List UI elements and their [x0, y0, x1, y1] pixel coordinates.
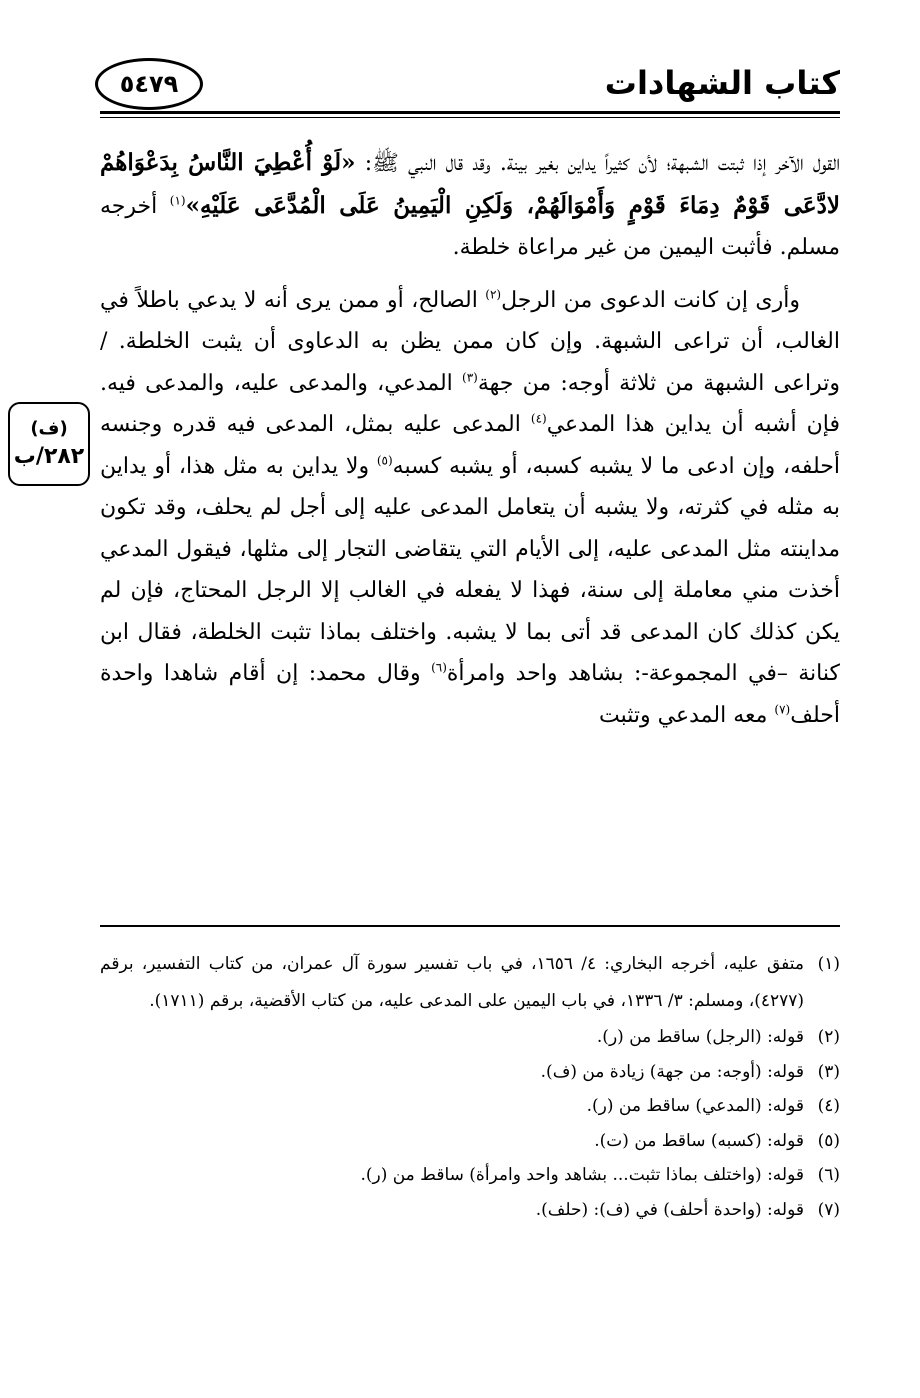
footnote-text: متفق عليه، أخرجه البخاري: ٤/ ١٦٥٦، في باب تفسير سورة آل عمران، من كتاب التفسير، برقم (٤٢٧٧)، ومسلم: ٣/ ١٣٣٦، في باب اليمين على المدعى عليه، من كتاب الأقضية، برقم (١٧١١). — [100, 954, 804, 1011]
footnote-number: (٦) — [817, 1165, 840, 1185]
footnote-ref-1[interactable]: (١) — [169, 193, 186, 208]
page-number-oval — [95, 58, 203, 110]
footnote-number: (٥) — [817, 1130, 840, 1151]
footnotes — [100, 946, 840, 1227]
footnote-text: قوله: (واختلف بماذا تثبت... بشاهد واحد وامرأة) ساقط من (ر). — [360, 1165, 804, 1185]
footnote-text: قوله: (أوجه: من جهة) زيادة من (ف). — [540, 1061, 804, 1082]
footnote-6 — [100, 1158, 840, 1193]
footnote-text: قوله: (المدعي) ساقط من (ر). — [586, 1096, 804, 1116]
footnote-separator — [100, 925, 840, 927]
book-title: كتاب الشهادات — [604, 64, 840, 102]
footnote-number: (١) — [817, 954, 840, 974]
footnote-ref-5[interactable]: (٥) — [376, 453, 393, 468]
footnote-ref-3[interactable]: (٣) — [462, 370, 478, 385]
text-run: المدعى عليه بمثل، المدعى فيه قدره وجنسه أحلفه، وإن ادعى ما لا يشبه كسبه، أو يشبه كسبه — [100, 412, 840, 479]
header-rule-thin — [100, 117, 840, 118]
text-run: أخرجه مسلم. فأثبت اليمين من غير مراعاة خلطة. — [100, 193, 840, 260]
footnote-ref-4[interactable]: (٤) — [530, 411, 547, 426]
page-number: ٥٤٧٩ — [119, 70, 179, 98]
margin-note-line1: (ف) — [30, 418, 68, 439]
footnote-number: (٤) — [817, 1096, 840, 1116]
header-rule — [100, 111, 840, 114]
text-run: القول الآخر إذا ثبتت الشبهة؛ لأن كثيراً يداين بغير بينة. وقد قال النبي ﷺ: — [364, 151, 840, 176]
text-run: وأرى إن كانت الدعوى من الرجل — [501, 287, 800, 313]
footnote-text: قوله: (واحدة أحلف) في (ف): (حلف). — [535, 1199, 804, 1220]
footnote-number: (٧) — [817, 1199, 840, 1220]
footnote-7 — [100, 1193, 840, 1228]
text-run: ولا يداين به مثل هذا، أو يداين به مثله في كثرته، ولا يشبه أن يتعامل المدعى عليه إلى أجل لم يحلف، وقد تكون مداينته مثل المدعى عليه، إلى الأيام التي يتقاضى التجار إلى مثلها، فيقول المدعي أخذت مني معاملة إلى سنة، فهذا لا يفعله في الغالب إلا الرجل المحتاج، فإن لم يكن كذلك كان المدعى قد أتى بما لا يشبه. واختلف بماذا تثبت الخلطة، فقال ابن كنانة –في المجموعة-: بشاهد واحد وامرأة — [100, 453, 840, 686]
text-run: المدعي، والمدعى عليه، والمدعى فيه. فإن أشبه أن يداين هذا المدعي — [100, 370, 840, 437]
footnote-2 — [100, 1020, 840, 1055]
text-run: الصالح، أو ممن يرى أنه لا يدعي باطلاً في الغالب، أن تراعى الشبهة. وإن كان ممن يظن به الدعاوى أن يثبت الخلطة. / وتراعى الشبهة من ثلاثة أوجه: من جهة — [100, 287, 840, 396]
footnote-number: (٣) — [817, 1061, 840, 1082]
manuscript-margin-note — [8, 402, 90, 486]
main-text — [100, 142, 840, 736]
hadith-quote: «لَوْ أُعْطِيَ النَّاسُ بِدَعْوَاهُمْ لادَّعَى قَوْمٌ دِمَاءَ قَوْمٍ وَأَمْوَالَهُمْ، وَلَكِنِ الْيَمِينُ عَلَى الْمُدَّعَى عَلَيْهِ» — [100, 149, 840, 219]
footnote-5 — [100, 1124, 840, 1159]
paragraph-1 — [100, 142, 840, 269]
footnote-ref-6[interactable]: (٦) — [431, 660, 447, 675]
footnote-1 — [100, 946, 840, 1020]
margin-note-line2: ٢٨٢/ب — [13, 444, 85, 469]
footnote-number: (٢) — [817, 1027, 840, 1047]
text-run: معه المدعي وتثبت — [599, 702, 775, 728]
page-header — [95, 58, 840, 118]
footnote-3 — [100, 1055, 840, 1090]
footnote-text: قوله: (الرجل) ساقط من (ر). — [596, 1027, 804, 1047]
paragraph-2 — [100, 280, 840, 737]
footnote-ref-7[interactable]: (٧) — [774, 702, 791, 717]
text-run: وقال محمد: إن أقام شاهدا واحدة أحلف — [100, 661, 840, 728]
footnote-text: قوله: (كسبه) ساقط من (ت). — [594, 1130, 804, 1151]
footnote-4 — [100, 1089, 840, 1124]
footnote-ref-2[interactable]: (٢) — [485, 287, 502, 302]
